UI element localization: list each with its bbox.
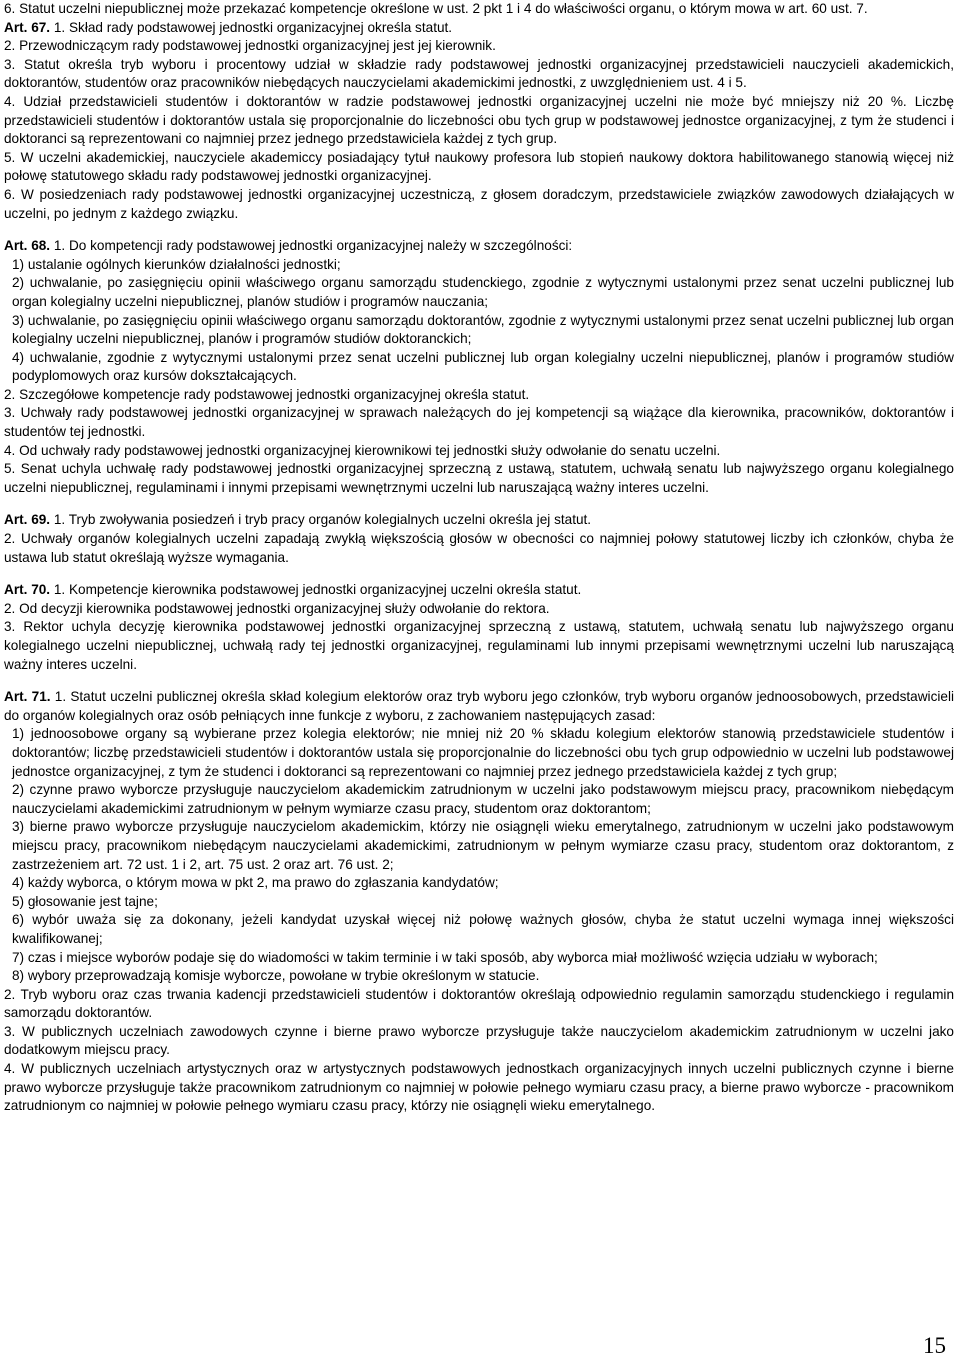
- paragraph: [4, 149, 954, 186]
- paragraph-gap: [4, 674, 954, 688]
- paragraph-gap: [4, 567, 954, 581]
- paragraph-text: 2. Tryb wyboru oraz czas trwania kadencji przedstawicieli studentów i doktorantów określają odpowiednio regulamin samorządu studenckiego i regulamin samorządu doktorantów.: [4, 986, 954, 1021]
- article-paragraph: [4, 688, 954, 725]
- article-paragraph: [4, 511, 954, 530]
- paragraph: [4, 404, 954, 441]
- paragraph-text: 3. W publicznych uczelniach zawodowych czynne i bierne prawo wyborcze przysługuje także nauczycielom akademickim zatrudnionym w uczelni jako dodatkowym miejscu pracy.: [4, 1023, 954, 1058]
- paragraph: [4, 530, 954, 567]
- list-item: [4, 818, 954, 874]
- list-item: [4, 725, 954, 781]
- paragraph-text: 1) jednoosobowe organy są wybierane przez kolegia elektorów; nie mniej niż 20 % składu kolegium elektorów stanowią przedstawiciele studentów i doktorantów; liczbę przedstawicieli studentów i doktorantów ustala się proporcjonalnie do liczebności obu tych grup odpowiednio w uczelni lub podstawowej jednostce organizacyjnej, z tym że studenci i doktoranci są reprezentowani co najmniej przez jednego przedstawiciela każdej z tych grup;: [12, 726, 954, 779]
- list-item: [4, 949, 954, 968]
- list-item: [4, 874, 954, 893]
- paragraph: [4, 1023, 954, 1060]
- paragraph-text: 4. Od uchwały rady podstawowej jednostki organizacyjnej kierownikowi tej jednostki służy odwołanie do senatu uczelni.: [4, 442, 721, 458]
- paragraph-text: 5. W uczelni akademickiej, nauczyciele akademiccy posiadający tytuł naukowy profesora lub stopień naukowy doktora habilitowanego stanowią więcej niż połowę statutowego składu rady podstawowej jednostki organizacyjnej.: [4, 149, 954, 184]
- paragraph-text: 4. W publicznych uczelniach artystycznych oraz w artystycznych podstawowych jednostkach organizacyjnych innych uczelni publicznych czynne i bierne prawo wyborcze przysługuje także pracownikom zatrudnionym co najmniej w połowie pełnego wymiaru czasu pracy, a bierne prawo wyborcze - pracownikom zatrudnionym co najmniej w połowie pełnego wymiaru czasu pracy, którzy nie osiągnęli wieku emerytalnego.: [4, 1061, 954, 1114]
- paragraph: [4, 56, 954, 93]
- paragraph: [4, 1060, 954, 1116]
- page-number: 15: [923, 1333, 946, 1358]
- article-paragraph: [4, 19, 954, 38]
- list-item: [4, 274, 954, 311]
- paragraph: [4, 618, 954, 674]
- list-item: [4, 893, 954, 912]
- paragraph-text: 6) wybór uważa się za dokonany, jeżeli kandydat uzyskał więcej niż połowę ważnych głosów, chyba że statut uczelni wymaga innej większości kwalifikowanej;: [12, 912, 954, 946]
- list-item: [4, 312, 954, 349]
- paragraph-text: 1. Kompetencje kierownika podstawowej jednostki organizacyjnej uczelni określa statut.: [50, 582, 582, 598]
- paragraph: [4, 186, 954, 223]
- paragraph-text: 1. Skład rady podstawowej jednostki organizacyjnej określa statut.: [50, 19, 453, 35]
- paragraph-text: 7) czas i miejsce wyborów podaje się do wiadomości w takim terminie i w taki sposób, aby wyborca miał możliwość wzięcia udziału w wyborach;: [12, 949, 878, 965]
- paragraph-text: 5. Senat uchyla uchwałę rady podstawowej jednostki organizacyjnej sprzeczną z ustawą, statutem, uchwałą senatu lub najwyższego organu kolegialnego uczelni niepublicznej, regulaminami i innymi przepisami wewnętrznymi uczelni lub naruszającą ważny interes uczelni.: [4, 461, 954, 495]
- paragraph-text: 4) uchwalanie, zgodnie z wytycznymi ustalonymi przez senat uczelni publicznej lub organ kolegialny uczelni niepublicznej, planów i programów studiów podyplomowych oraz kursów dokształcających.: [12, 349, 954, 384]
- paragraph: [4, 93, 954, 149]
- paragraph-gap: [4, 223, 954, 237]
- paragraph-text: 2. Od decyzji kierownika podstawowej jednostki organizacyjnej służy odwołanie do rektora.: [4, 600, 550, 616]
- paragraph-text: 2. Przewodniczącym rady podstawowej jednostki organizacyjnej jest jej kierownik.: [4, 38, 496, 54]
- article-number: Art. 69.: [4, 512, 51, 528]
- paragraph-text: 8) wybory przeprowadzają komisje wyborcze, powołane w trybie określonym w statucie.: [12, 968, 540, 984]
- article-paragraph: [4, 237, 954, 256]
- paragraph-text: 6. W posiedzeniach rady podstawowej jednostki organizacyjnej uczestniczą, z głosem doradczym, przedstawiciele związków zawodowych działających w uczelni, po jednym z każdego związku.: [4, 186, 954, 221]
- paragraph: [4, 460, 954, 497]
- article-number: Art. 68.: [4, 238, 51, 254]
- document-body: [4, 0, 954, 1116]
- paragraph-text: 4. Udział przedstawicieli studentów i doktorantów w radzie podstawowej jednostki organizacyjnej uczelni nie może być mniejszy niż 20 %. Liczbę przedstawicieli studentów i doktorantów ustala się proporcjonalnie do liczebności obu tych grup w podstawowej jednostce organizacyjnej, z tym że studenci i doktoranci są reprezentowani co najmniej przez jednego przedstawiciela każdej z tych grup.: [4, 93, 954, 147]
- paragraph-text: 1. Statut uczelni publicznej określa skład kolegium elektorów oraz tryb wyboru jego członków, tryb wyboru organów jednoosobowych, przedstawicieli do organów kolegialnych oraz osób pełniących inne funkcje z wyboru, z zachowaniem następujących zasad:: [4, 689, 954, 723]
- paragraph: [4, 386, 954, 405]
- paragraph-text: 3. Statut określa tryb wyboru i procentowy udział w składzie rady podstawowej jednostki organizacyjnej przedstawicieli nauczycieli akademickich, doktorantów, studentów oraz pracowników niebędących nauczycielami akademickimi jednostki, z uwzględnieniem ust. 4 i 5.: [4, 56, 954, 91]
- paragraph-text: 1. Do kompetencji rady podstawowej jednostki organizacyjnej należy w szczególności:: [50, 238, 573, 254]
- list-item: [4, 781, 954, 818]
- list-item: [4, 349, 954, 386]
- paragraph: [4, 600, 954, 619]
- paragraph-text: 2. Szczegółowe kompetencje rady podstawowej jednostki organizacyjnej określa statut.: [4, 386, 530, 402]
- list-item: [4, 911, 954, 948]
- article-number: Art. 70.: [4, 582, 51, 598]
- paragraph: [4, 0, 954, 19]
- article-number: Art. 71.: [4, 689, 51, 705]
- article-number: Art. 67.: [4, 19, 51, 35]
- paragraph-text: 3. Uchwały rady podstawowej jednostki organizacyjnej w sprawach należących do jej kompetencji są wiążące dla kierownika, pracowników, doktorantów i studentów tej jednostki.: [4, 405, 954, 440]
- paragraph-text: 5) głosowanie jest tajne;: [12, 893, 158, 909]
- paragraph-gap: [4, 497, 954, 511]
- paragraph: [4, 986, 954, 1023]
- paragraph-text: 2) czynne prawo wyborcze przysługuje nauczycielom akademickim zatrudnionym w uczelni jako podstawowym miejscu pracy, pracownikom niebędącym nauczycielami akademickimi zatrudnionym w pełnym wymiarze czasu pracy, studentom oraz doktorantom;: [12, 782, 954, 816]
- paragraph-text: 3. Rektor uchyla decyzję kierownika podstawowej jednostki organizacyjnej sprzeczną z ustawą, statutem, uchwałą senatu lub najwyższego organu kolegialnego uczelni niepublicznej, uchwałą rady tej jednostki organizacyjnej, regulaminami lub innymi przepisami wewnętrznymi uczelni lub naruszającą ważny interes uczelni.: [4, 619, 954, 672]
- paragraph-text: 4) każdy wyborca, o którym mowa w pkt 2, ma prawo do zgłaszania kandydatów;: [12, 875, 499, 891]
- paragraph-text: 1. Tryb zwoływania posiedzeń i tryb pracy organów kolegialnych uczelni określa jej statut.: [50, 512, 592, 528]
- list-item: [4, 967, 954, 986]
- paragraph-text: 3) uchwalanie, po zasięgnięciu opinii właściwego organu samorządu doktorantów, zgodnie z wytycznymi ustalonymi przez senat uczelni publicznej lub organ kolegialny uczelni niepublicznej, planów i programów studiów doktoranckich;: [12, 312, 954, 347]
- paragraph-text: 3) bierne prawo wyborcze przysługuje nauczycielom akademickim, którzy nie osiągnęli wieku emerytalnego, zatrudnionym w uczelni jako podstawowym miejscu pracy, pracownikom niebędącym nauczycielami akademickimi, zatrudnionym w pełnym wymiarze czasu pracy, studentom oraz doktorantom, z zastrzeżeniem art. 72 ust. 1 i 2, art. 75 ust. 2 oraz art. 76 ust. 2;: [12, 819, 954, 872]
- paragraph-text: 6. Statut uczelni niepublicznej może przekazać kompetencje określone w ust. 2 pkt 1 i 4 do właściwości organu, o którym mowa w art. 60 ust. 7.: [4, 1, 868, 16]
- paragraph-text: 2. Uchwały organów kolegialnych uczelni zapadają zwykłą większością głosów w obecności co najmniej połowy statutowej liczby ich członków, chyba że ustawa lub statut określają wyższe wymagania.: [4, 531, 954, 565]
- paragraph-text: 1) ustalanie ogólnych kierunków działalności jednostki;: [12, 256, 341, 272]
- paragraph: [4, 37, 954, 56]
- article-paragraph: [4, 581, 954, 600]
- list-item: [4, 256, 954, 275]
- paragraph: [4, 442, 954, 461]
- paragraph-text: 2) uchwalanie, po zasięgnięciu opinii właściwego organu samorządu studenckiego, zgodnie z wytycznymi ustalonymi przez senat uczelni publicznej lub organ kolegialny uczelni niepublicznej, planów studiów i programów nauczania;: [12, 275, 954, 309]
